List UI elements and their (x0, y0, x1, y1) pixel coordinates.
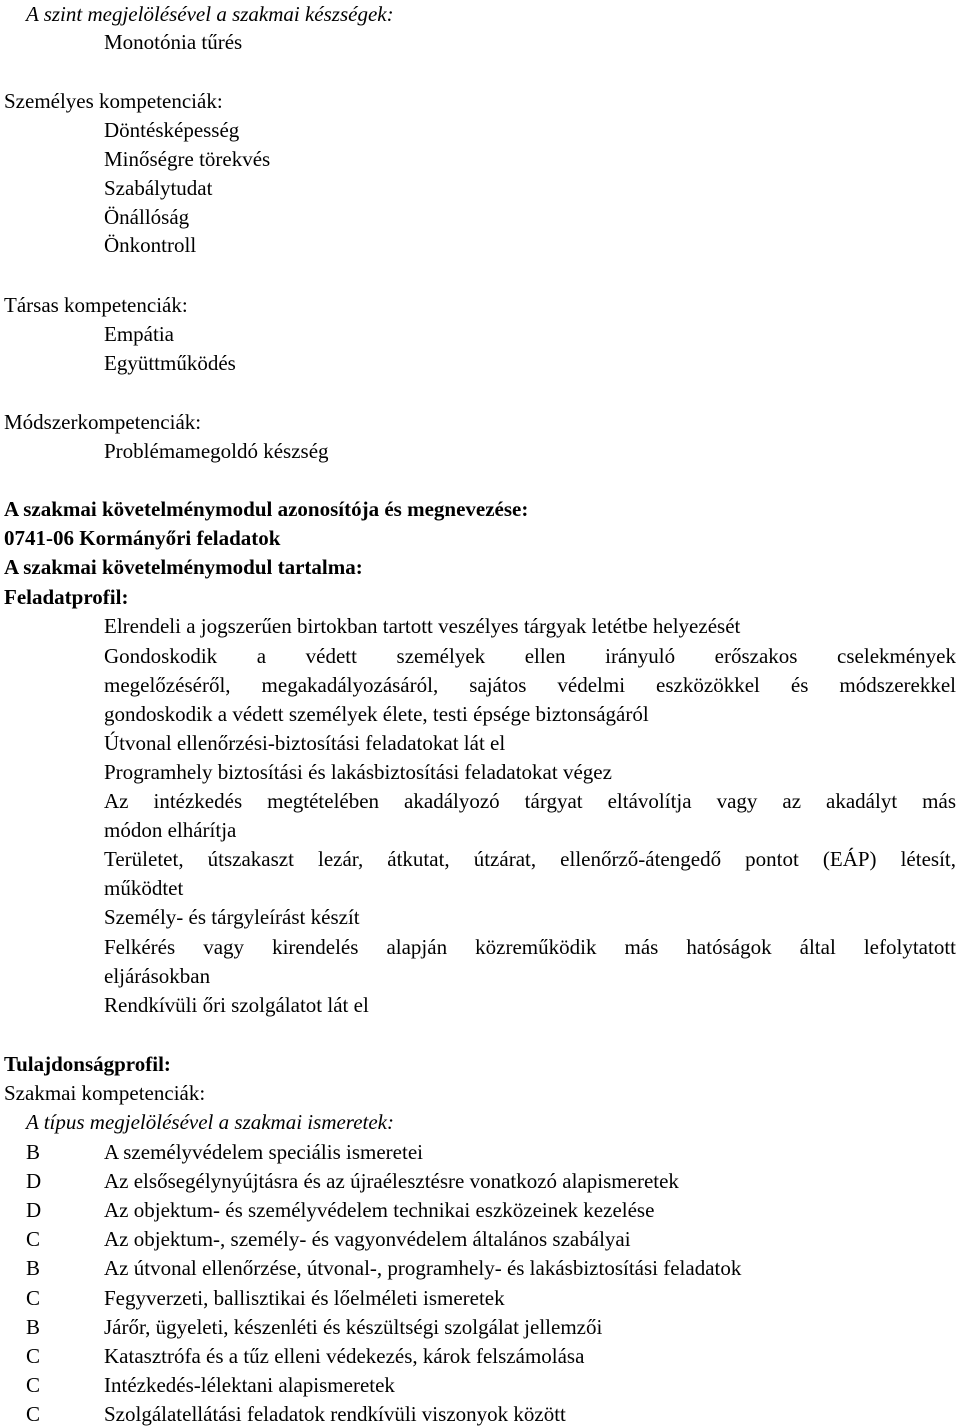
task-line: Rendkívüli őri szolgálatot lát el (104, 993, 369, 1017)
task-line: Programhely biztosítási és lakásbiztosítási feladatokat végez (104, 760, 612, 784)
module-id-heading: A szakmai követelménymodul azonosítója és megnevezése: (4, 497, 529, 521)
knowledge-text: Az elsősegélynyújtásra és az újraélesztésre vonatkozó alapismeretek (104, 1169, 679, 1193)
professional-competencies-heading: Szakmai kompetenciák: (4, 1081, 206, 1105)
task-line: Elrendeli a jogszerűen birtokban tartott veszélyes tárgyak letétbe helyezését (104, 614, 741, 638)
knowledge-type-code: D (26, 1198, 42, 1222)
module-content-heading: A szakmai követelménymodul tartalma: (4, 555, 363, 579)
knowledge-text: Szolgálatellátási feladatok rendkívüli viszonyok között (104, 1402, 566, 1426)
knowledge-text: Fegyverzeti, ballisztikai és lőelméleti ismeretek (104, 1286, 505, 1310)
personal-competencies-heading: Személyes kompetenciák: (4, 89, 223, 113)
knowledge-type-heading: A típus megjelölésével a szakmai ismeretek: (26, 1110, 394, 1134)
skills-heading: A szint megjelölésével a szakmai készségek: (26, 2, 394, 26)
knowledge-type-code: B (26, 1256, 41, 1280)
knowledge-text: Katasztrófa és a tűz elleni védekezés, károk felszámolása (104, 1344, 585, 1368)
knowledge-type-code: B (26, 1315, 41, 1339)
knowledge-text: Az objektum- és személyvédelem technikai eszközeinek kezelése (104, 1198, 655, 1222)
personal-competency-item: Szabálytudat (104, 176, 213, 200)
social-competency-item: Együttműködés (104, 351, 236, 375)
skill-item: Monotónia tűrés (104, 30, 243, 54)
knowledge-type-code: C (26, 1373, 41, 1397)
task-line: eljárásokban (104, 964, 211, 988)
method-competencies-heading: Módszerkompetenciák: (4, 410, 202, 434)
knowledge-text: A személyvédelem speciális ismeretei (104, 1140, 423, 1164)
knowledge-type-code: C (26, 1286, 41, 1310)
personal-competency-item: Önállóság (104, 205, 190, 229)
knowledge-type-code: C (26, 1402, 41, 1426)
task-line: Területet, útszakaszt lezár, átkutat, útzárat, ellenőrző-átengedő pontot (EÁP) létesít, (104, 847, 956, 871)
knowledge-type-code: B (26, 1140, 41, 1164)
knowledge-type-code: D (26, 1169, 42, 1193)
personal-competency-item: Minőségre törekvés (104, 147, 271, 171)
personal-competency-item: Önkontroll (104, 233, 197, 257)
task-line: működtet (104, 876, 184, 900)
knowledge-text: Járőr, ügyeleti, készenléti és készültségi szolgálat jellemzői (104, 1315, 603, 1339)
property-profile-heading: Tulajdonságprofil: (4, 1052, 171, 1076)
task-line: Felkérés vagy kirendelés alapján közreműködik más hatóságok által lefolytatott (104, 935, 956, 959)
knowledge-type-code: C (26, 1227, 41, 1251)
task-line: Útvonal ellenőrzési-biztosítási feladatokat lát el (104, 731, 506, 755)
method-competency-item: Problémamegoldó készség (104, 439, 329, 463)
task-line: Az intézkedés megtételében akadályozó tárgyat eltávolítja vagy az akadályt más (104, 789, 956, 813)
task-line: Gondoskodik a védett személyek ellen irányuló erőszakos cselekmények (104, 644, 956, 668)
module-id-value: 0741-06 Kormányőri feladatok (4, 526, 281, 550)
personal-competency-item: Döntésképesség (104, 118, 240, 142)
task-line: Személy- és tárgyleírást készít (104, 905, 360, 929)
task-profile-heading: Feladatprofil: (4, 585, 129, 609)
social-competencies-heading: Társas kompetenciák: (4, 293, 188, 317)
task-line: módon elhárítja (104, 818, 237, 842)
knowledge-text: Intézkedés-lélektani alapismeretek (104, 1373, 395, 1397)
knowledge-text: Az objektum-, személy- és vagyonvédelem általános szabályai (104, 1227, 631, 1251)
knowledge-type-code: C (26, 1344, 41, 1368)
social-competency-item: Empátia (104, 322, 174, 346)
knowledge-text: Az útvonal ellenőrzése, útvonal-, programhely- és lakásbiztosítási feladatok (104, 1256, 742, 1280)
task-line: gondoskodik a védett személyek élete, testi épsége biztonságáról (104, 702, 649, 726)
task-line: megelőzéséről, megakadályozásáról, sajátos védelmi eszközökkel és módszerekkel (104, 673, 956, 697)
